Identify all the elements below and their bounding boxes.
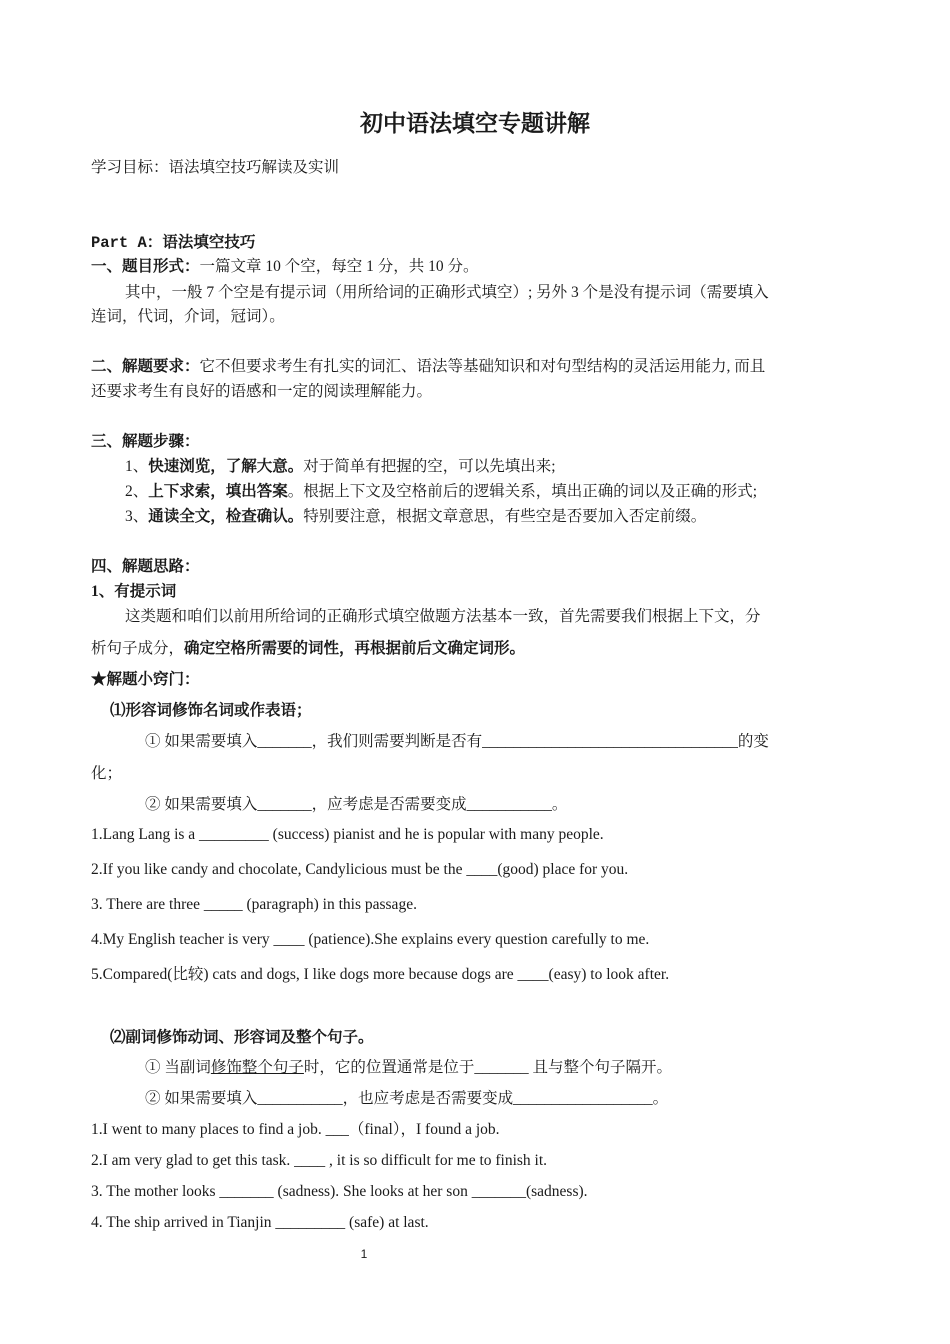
section-1-text: 一篇文章 10 个空，每空 1 分，共 10 分。	[199, 258, 479, 275]
adverb-heading: ⑵副词修饰动词、形容词及整个句子。	[110, 1029, 374, 1046]
step-1-bold: 快速浏览，了解大意。	[148, 458, 304, 475]
adverb-exercise-2: 2.I am very glad to get this task. ____ , it is so difficult for me to finish it.	[91, 1152, 548, 1169]
section-1-para-1: 其中，一般 7 个空是有提示词（用所给词的正确形式填空）; 另外 3 个是没有提示词（需要填入	[125, 284, 769, 301]
section-3-heading: 三、解题步骤：	[91, 433, 200, 450]
step-3	[125, 507, 706, 527]
step-2-bold: 上下求索，填出答案	[148, 483, 288, 500]
section-4-sub-1: 1、有提示词	[91, 583, 177, 600]
adverb-rule-2: ② 如果需要填入___________，也应考虑是否需要变成__________________。	[145, 1090, 669, 1107]
section-2-line	[91, 357, 765, 377]
page-number: 1	[360, 1247, 368, 1261]
step-1-text: 对于简单有把握的空，可以先填出来;	[303, 458, 556, 475]
adjective-exercise-5: 5.Compared(比较) cats and dogs, I like dogs more because dogs are ____(easy) to look after.	[91, 966, 670, 983]
page-title: 初中语法填空专题讲解	[360, 111, 590, 136]
section-2-heading: 二、解题要求：	[91, 358, 200, 375]
section-2-para-2: 还要求考生有良好的语感和一定的阅读理解能力。	[91, 383, 433, 400]
adverb-rule-1	[145, 1058, 672, 1078]
adjective-rule-2: ② 如果需要填入_______，应考虑是否需要变成___________。	[145, 796, 568, 813]
section-4-para-2b: 确定空格所需要的词性，再根据前后文确定词形。	[184, 640, 526, 657]
adjective-rule-1: ① 如果需要填入_______，我们则需要判断是否有_________________________________的变	[145, 733, 769, 750]
section-4-para-2	[91, 639, 525, 659]
section-1-para-2: 连词，代词，介词，冠词）。	[91, 308, 285, 325]
section-1-heading: 一、题目形式：	[91, 258, 200, 275]
adjective-rule-1-cont: 化；	[91, 765, 123, 782]
adverb-rule-1-underlined: 修饰整个句子	[210, 1059, 304, 1076]
tips-heading: ★解题小窍门：	[91, 671, 200, 688]
adverb-rule-1a: ① 当副词	[145, 1059, 211, 1076]
step-3-text: 特别要注意，根据文章意思，有些空是否要加入否定前缀。	[303, 508, 707, 525]
adverb-exercise-1: 1.I went to many places to find a job. ___（final），I found a job.	[91, 1121, 500, 1138]
step-1-num: 1、	[125, 458, 149, 475]
adverb-rule-1b: 时，它的位置通常是位于_______ 且与整个句子隔开。	[303, 1059, 673, 1076]
section-2-text: 它不但要求考生有扎实的词汇、语法等基础知识和对句型结构的灵活运用能力, 而且	[199, 358, 766, 375]
part-a-heading	[91, 233, 255, 253]
step-3-num: 3、	[125, 508, 149, 525]
adjective-exercise-4: 4.My English teacher is very ____ (patience).She explains every question carefully to me.	[91, 931, 650, 948]
step-1	[125, 457, 556, 477]
step-3-bold: 通读全文，检查确认。	[148, 508, 304, 525]
learning-goal: 学习目标：语法填空技巧解读及实训	[91, 159, 340, 176]
adjective-exercise-2: 2.If you like candy and chocolate, Candylicious must be the ____(good) place for you.	[91, 861, 629, 878]
adjective-heading: ⑴形容词修饰名词或作表语；	[110, 702, 312, 719]
adverb-exercise-4: 4. The ship arrived in Tianjin _________ (safe) at last.	[91, 1214, 429, 1231]
section-4-heading: 四、解题思路：	[91, 558, 200, 575]
adjective-exercise-3: 3. There are three _____ (paragraph) in this passage.	[91, 896, 417, 913]
step-2-text: 。根据上下文及空格前后的逻辑关系，填出正确的词以及正确的形式;	[287, 483, 758, 500]
step-2-num: 2、	[125, 483, 149, 500]
part-a-label: 语法填空技巧	[162, 234, 256, 251]
adverb-exercise-3: 3. The mother looks _______ (sadness). She looks at her son _______(sadness).	[91, 1183, 588, 1200]
step-2	[125, 482, 757, 502]
section-4-para-1: 这类题和咱们以前用所给词的正确形式填空做题方法基本一致，首先需要我们根据上下文，分	[125, 608, 761, 625]
adjective-exercise-1: 1.Lang Lang is a _________ (success) pianist and he is popular with many people.	[91, 826, 604, 843]
part-a-prefix: Part A：	[91, 234, 163, 252]
section-4-para-2a: 析句子成分，	[91, 640, 185, 657]
section-1-line	[91, 257, 479, 277]
